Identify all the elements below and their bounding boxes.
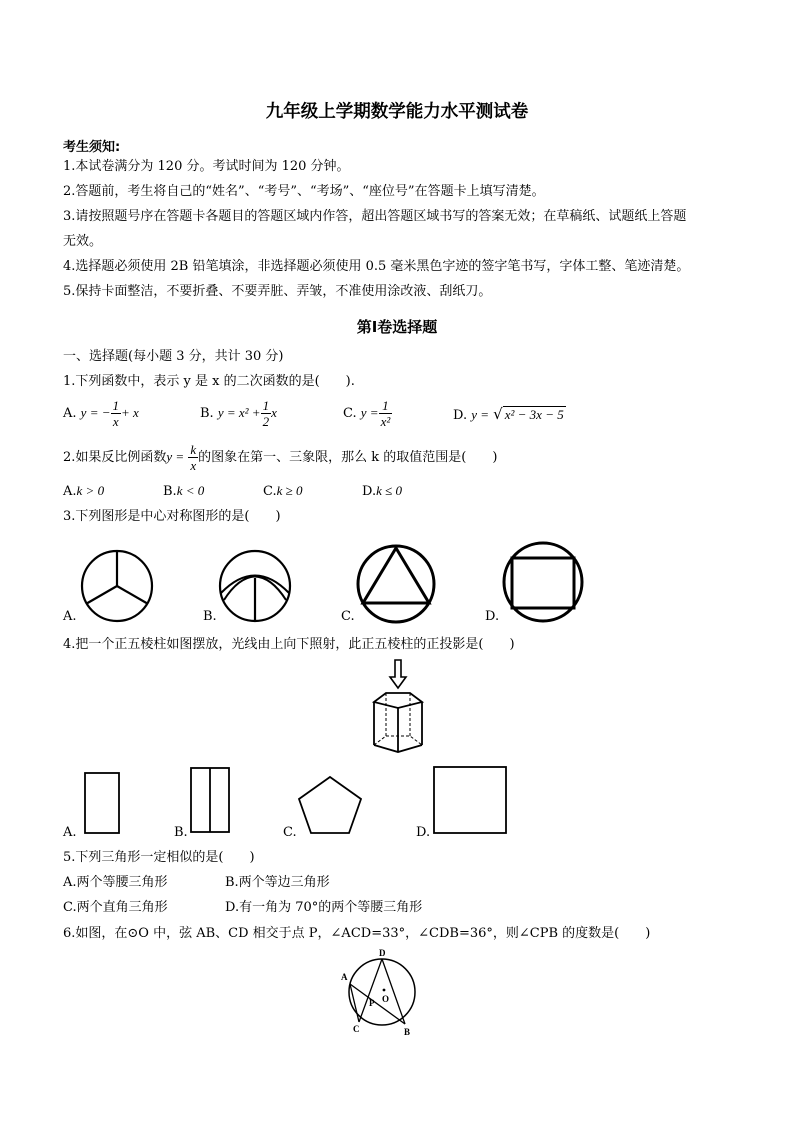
notice-item-3-cont: 无效。 [63, 234, 103, 249]
q4-option-d-figure [433, 766, 507, 834]
q2-option-b: B.k < 0 [163, 483, 205, 499]
point-a-label: A [341, 972, 348, 982]
notice-heading: 考生须知: [63, 140, 121, 155]
q3-stem: 3.下列图形是中心对称图形的是( ) [63, 509, 281, 524]
q3-label-c: C. [341, 609, 355, 624]
point-o-label: O [382, 994, 390, 1004]
q1-option-c: C. y = $\frac{1}{\text{x²}}$ [343, 398, 391, 429]
q4-option-c-figure [297, 775, 363, 835]
q5-option-b: B.两个等边三角形 [225, 875, 330, 890]
q1-option-d: D. y = √ x² − 3x − 5 [453, 405, 564, 423]
point-b-label: B [404, 1027, 411, 1037]
q5-option-d: D.有一角为 70°的两个等腰三角形 [225, 900, 423, 915]
q3-figure-a [79, 548, 155, 624]
q4-option-b-figure [190, 767, 230, 833]
point-d-label: D [379, 948, 386, 958]
part1-heading: 一、选择题(每小题 3 分，共计 30 分) [63, 349, 284, 364]
q2-option-c: C.k ≥ 0 [263, 483, 303, 499]
q1-option-a: A. y = − $\frac{1}{x}$ + x [63, 398, 139, 429]
section-title: 第Ⅰ卷选择题 [356, 318, 438, 336]
notice-item-5: 5.保持卡面整洁，不要折叠、不要弄脏、弄皱，不准使用涂改液、刮纸刀。 [63, 284, 492, 299]
q4-stem: 4.把一个正五棱柱如图摆放，光线由上向下照射，此正五棱柱的正投影是( ) [63, 637, 515, 652]
q2-option-d: D.k ≤ 0 [362, 483, 402, 499]
point-p-label: P [369, 998, 375, 1008]
notice-item-2: 2.答题前，考生将自己的“姓名”、“考号”、“考场”、“座位号”在答题卡上填写清楚。 [63, 184, 545, 199]
q2-option-a: A.k > 0 [63, 483, 105, 499]
q5-stem: 5.下列三角形一定相似的是( ) [63, 850, 255, 865]
q6-circle-figure [336, 950, 426, 1040]
q3-label-d: D. [485, 609, 500, 624]
q5-option-a: A.两个等腰三角形 [63, 875, 168, 890]
q4-label-c: C. [283, 825, 297, 840]
notice-item-1: 1.本试卷满分为 120 分。考试时间为 120 分钟。 [63, 159, 350, 174]
q3-figure-b [217, 548, 293, 624]
notice-item-4: 4.选择题必须使用 2B 铅笔填涂，非选择题必须使用 0.5 毫米黑色字迹的签字笔书写，字体工整、笔迹清楚。 [63, 259, 690, 274]
q3-label-a: A. [63, 609, 77, 624]
q4-label-d: D. [416, 825, 431, 840]
exam-title: 九年级上学期数学能力水平测试卷 [265, 102, 529, 122]
point-c-label: C [353, 1024, 360, 1034]
q1-option-b: B. y = x² + $\frac{1}{2}$ x [200, 398, 277, 429]
q4-prism-figure [368, 660, 428, 758]
notice-item-3: 3.请按照题号序在答题卡各题目的答题区域内作答，超出答题区域书写的答案无效；在草稿纸、试题纸上答题 [63, 209, 687, 224]
q4-label-a: A. [63, 825, 77, 840]
q3-figure-c [355, 543, 437, 625]
q3-label-b: B. [203, 609, 217, 624]
q5-option-c: C.两个直角三角形 [63, 900, 168, 915]
q1-stem: 1.下列函数中，表示 y 是 x 的二次函数的是( ). [63, 374, 355, 389]
q2-stem: 2.如果反比例函数y = $\frac{k}{x}$ 的图象在第一、三象限，那么 k 的取值范围是( ) [63, 442, 498, 473]
q6-stem: 6.如图，在⊙O 中，弦 AB、CD 相交于点 P，∠ACD=33°，∠CDB=36°，则∠CPB 的度数是( ) [63, 926, 651, 941]
q4-label-b: B. [174, 825, 188, 840]
q3-figure-d [501, 540, 585, 624]
q4-option-a-figure [84, 772, 120, 834]
